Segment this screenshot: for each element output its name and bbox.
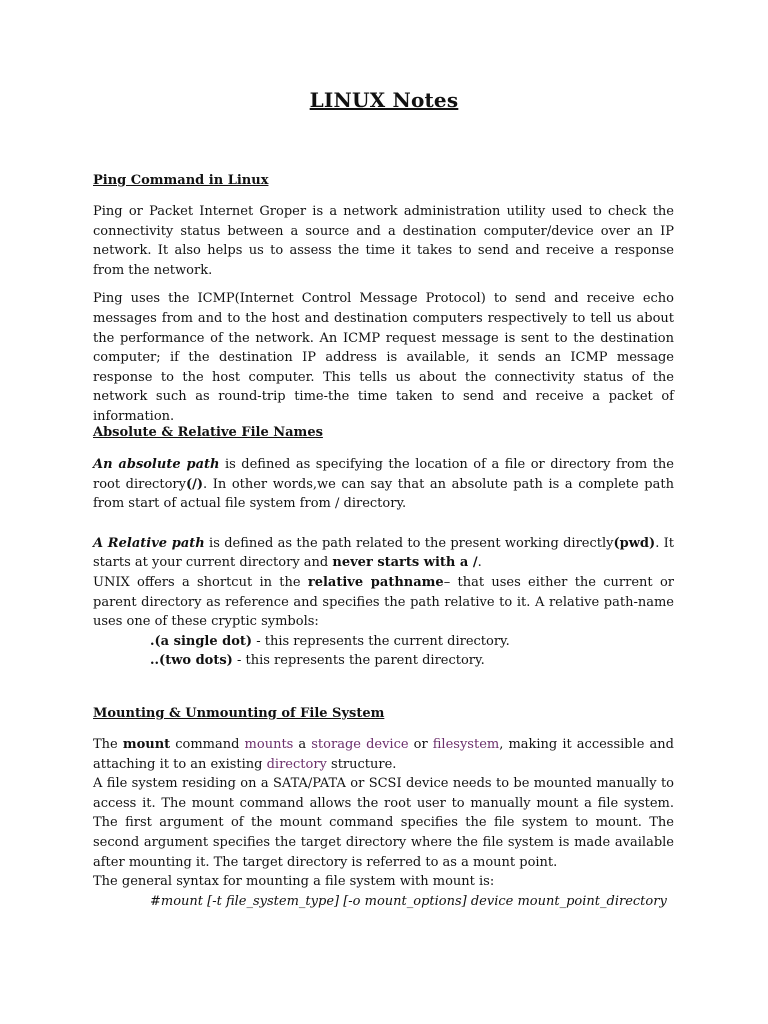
relative-path-term: A Relative path xyxy=(93,535,205,551)
two-dots-text: - this represents the parent directory. xyxy=(232,653,485,669)
two-dots-item xyxy=(93,651,674,671)
section-ping xyxy=(93,202,674,427)
relative-pathname-term: relative pathname xyxy=(307,574,444,590)
absolute-path-term: An absolute path xyxy=(93,457,220,472)
filesystem-link[interactable]: filesystem xyxy=(432,737,500,752)
section-heading-mount: Mounting & Unmounting of File System xyxy=(93,706,385,721)
section-paths xyxy=(93,455,674,671)
mount-syntax-intro: The general syntax for mounting a file system with mount is: xyxy=(93,874,495,890)
page-title: LINUX Notes xyxy=(309,88,459,112)
unix-text: UNIX offers a shortcut in the xyxy=(93,574,308,590)
section-heading-ping: Ping Command in Linux xyxy=(93,173,269,188)
device-link[interactable]: device xyxy=(366,737,409,752)
mount-intro-paragraph xyxy=(93,735,674,774)
mount-text-1: The xyxy=(93,737,123,752)
relative-path-text-2: . It starts at your current directory and xyxy=(93,535,675,571)
unix-text-end: – that uses either the current or parent directory as reference and specifies the path relative to it. A relative path-name uses one of these cryptic symbols: xyxy=(93,574,674,630)
mount-text-7: structure. xyxy=(326,756,397,772)
never-starts-note: never starts with a / xyxy=(332,555,478,571)
directory-link[interactable]: directory xyxy=(266,756,327,772)
mount-text-6: , making it accessible and attaching it to an existing xyxy=(93,737,675,772)
relative-path-text-end: . xyxy=(477,555,482,571)
mounts-link[interactable]: mounts xyxy=(244,737,294,752)
pwd-symbol: (pwd) xyxy=(613,535,656,551)
section-heading-paths: Absolute & Relative File Names xyxy=(93,425,323,440)
single-dot-text: - this represents the current directory. xyxy=(252,633,510,649)
absolute-path-text-end: . In other words,we can say that an absolute path is a complete path from start of actual file system from / directory. xyxy=(93,476,674,512)
ping-paragraph-2: Ping uses the ICMP(Internet Control Message Protocol) to send and receive echo messages from and to the host and destination computers respectively to tell us about the performance of the network. An ICMP request message is sent to the destination computer; if the destination IP address is available, it sends an ICMP message response to the host computer. This tells us about the connectivity status of the network such as round-trip time-the time taken to send and receive a packet of information. xyxy=(93,291,674,424)
relative-path-text: is defined as the path related to the present working directly xyxy=(204,535,614,551)
root-symbol: (/) xyxy=(185,476,204,492)
single-dot-label: .(a single dot) xyxy=(150,633,253,649)
mount-syntax-line: #mount [-t file_system_type] [-o mount_options] device mount_point_directory xyxy=(150,893,667,909)
mount-text-3: a xyxy=(293,737,312,752)
mount-text-2: command xyxy=(170,737,245,752)
relative-path-paragraph xyxy=(93,534,674,573)
mount-text-5: or xyxy=(408,737,433,752)
absolute-path-paragraph xyxy=(93,455,674,514)
ping-paragraph-1: Ping or Packet Internet Groper is a network administration utility used to check the connectivity status between a source and a destination computer/device over an IP network. It also helps us to assess the time it takes to send and receive a response from the network. xyxy=(93,204,674,278)
storage-link[interactable]: storage xyxy=(311,737,361,752)
two-dots-label: ..(two dots) xyxy=(150,653,233,669)
absolute-path-text: is defined as specifying the location of a file or directory from the root directory xyxy=(93,457,674,492)
mount-term: mount xyxy=(122,737,171,752)
section-mount xyxy=(93,735,674,911)
unix-shortcut-paragraph xyxy=(93,573,674,632)
single-dot-item xyxy=(93,632,674,652)
mount-paragraph-2: A file system residing on a SATA/PATA or SCSI device needs to be mounted manually to access it. The mount command allows the root user to manually mount a file system. The first argument of the mount command specifies the file system to mount. The second argument specifies the target directory where the file system is made available after mounting it. The target directory is referred to as a mount point. xyxy=(93,776,674,870)
